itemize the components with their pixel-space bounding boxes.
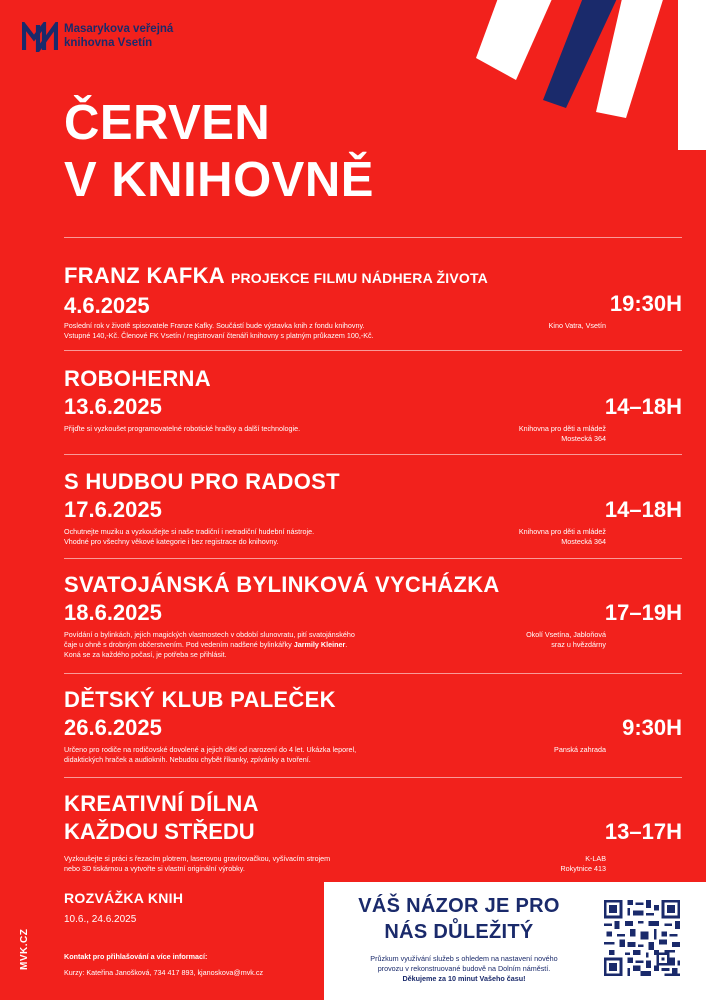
- contact-heading: Kontakt pro přihlašování a více informací:: [64, 952, 208, 961]
- event-time: 9:30H: [622, 715, 682, 740]
- page-title-line2: V KNIHOVNĚ: [64, 153, 374, 207]
- divider: [64, 350, 682, 351]
- event-description-line: Poslední rok v životě spisovatele Franze Kafky. Součástí bude výstavka knih z fondu knihovny.: [64, 321, 365, 330]
- library-logo: [22, 22, 173, 52]
- event-bylinkova-vychazka: [64, 571, 682, 661]
- event-description-line: Koná se za každého počasí, je potřeba se přihlásit.: [64, 650, 227, 659]
- library-name-line1: Masarykova veřejná: [64, 23, 174, 35]
- event-date: KAŽDOU STŘEDU: [64, 819, 255, 844]
- survey-heading-line: VÁŠ NÁZOR JE PRO: [358, 895, 560, 917]
- event-place: [549, 321, 606, 331]
- event-description-line: Vhodné pro všechny věkové kategorie i bez registrace do knihovny.: [64, 537, 279, 546]
- event-title: KREATIVNÍ DÍLNA: [64, 791, 259, 816]
- page-title: [64, 95, 374, 209]
- event-date: 26.6.2025: [64, 715, 162, 740]
- event-description: [64, 630, 464, 660]
- event-date: 4.6.2025: [64, 293, 150, 318]
- survey-heading: [324, 893, 594, 945]
- event-description-line: Ochutnejte muziku a vyzkoušejte si naše tradiční i netradiční hudební nástroje.: [64, 527, 315, 536]
- event-place-line: Knihovna pro děti a mládež: [518, 424, 606, 433]
- survey-text-line: Průzkum využívání služeb s ohledem na nastavení nového: [370, 954, 558, 963]
- event-place: [519, 424, 606, 444]
- event-description-line: didaktických hraček a audioknih. Nebudou chybět říkanky, zpívánky a tvoření.: [64, 755, 311, 764]
- divider: [64, 777, 682, 778]
- event-description-line: [64, 640, 464, 650]
- library-name-line2: knihovna Vsetín: [64, 37, 153, 49]
- page-title-line1: ČERVEN: [64, 96, 271, 150]
- event-description: [64, 321, 464, 341]
- divider: [64, 454, 682, 455]
- event-place-line: Panská zahrada: [554, 745, 606, 754]
- event-time: 14–18H: [604, 394, 682, 419]
- event-title: SVATOJÁNSKÁ BYLINKOVÁ VYCHÁZKA: [64, 572, 500, 597]
- survey-text-line: [334, 974, 594, 984]
- event-description-line: Určeno pro rodiče na rodičovské dovolené a jejich dětí od narození do 4 let. Ukázka leporel,: [64, 745, 357, 754]
- event-title: S HUDBOU PRO RADOST: [64, 469, 340, 494]
- event-description-text: .: [345, 640, 348, 649]
- library-logo-icon: [22, 22, 58, 52]
- event-description: [64, 527, 464, 547]
- survey-thanks: Děkujeme za 10 minut Vašeho času!: [402, 974, 526, 983]
- book-delivery-dates: 10.6., 24.6.2025: [64, 914, 137, 925]
- event-place: [519, 527, 606, 547]
- event-place: [560, 854, 606, 874]
- divider: [64, 237, 682, 238]
- website-url[interactable]: MVK.CZ: [19, 928, 30, 970]
- event-klub-palecek: [64, 686, 682, 766]
- event-place: [554, 745, 606, 755]
- decorative-stripes: [456, 0, 706, 160]
- event-place-line: Mostecká 364: [561, 537, 606, 546]
- event-description-line: Vyzkoušejte si práci s řezacím plotrem, laserovou gravírovačkou, vyšívacím strojem: [64, 854, 331, 863]
- book-delivery: [64, 890, 183, 925]
- event-description: [64, 745, 464, 765]
- survey-heading-line: NÁS DŮLEŽITÝ: [384, 921, 534, 943]
- survey-text-line: provozu v rekonstruované budově na Dolním náměstí.: [377, 964, 551, 973]
- event-kreativni-dilna: [64, 790, 682, 880]
- survey-box[interactable]: [324, 882, 706, 1000]
- event-title: [64, 262, 682, 292]
- survey-text: [334, 954, 594, 984]
- event-place-line: Okolí Vsetína, Jabloňová: [526, 630, 606, 639]
- event-date: 13.6.2025: [64, 394, 162, 419]
- event-guide-name: Jarmily Kleiner: [293, 640, 346, 649]
- event-place: [526, 630, 606, 650]
- event-description-line: Povídání o bylinkách, jejich magických vlastnostech v období slunovratu, pití svatojánského: [64, 630, 355, 639]
- event-date: 18.6.2025: [64, 600, 162, 625]
- event-description-line: nebo 3D tiskárnou a vytvořte si vlastní originální výrobky.: [64, 864, 245, 873]
- qr-code-icon[interactable]: [604, 900, 680, 976]
- book-delivery-title: ROZVÁŽKA KNIH: [64, 890, 184, 906]
- event-roboherna: [64, 365, 682, 445]
- contact-line: Kurzy: Kateřina Janošková, 734 417 893, kjanoskova@mvk.cz: [64, 968, 264, 977]
- event-place-line: sraz u hvězdárny: [551, 640, 606, 649]
- event-title: DĚTSKÝ KLUB PALEČEK: [64, 687, 336, 712]
- divider: [64, 673, 682, 674]
- event-time: 19:30H: [609, 291, 682, 316]
- event-title-text: FRANZ KAFKA: [64, 263, 225, 288]
- event-place-line: Rokytnice 413: [560, 864, 606, 873]
- event-time: 17–19H: [604, 600, 682, 625]
- event-description-text: čaje u ohně s drobným občerstvením. Pod vedením nadšené bylinkářky: [64, 640, 294, 649]
- event-description: [64, 854, 464, 874]
- event-description-line: Přijďte si vyzkoušet programovatelné robotické hračky a další technologie.: [64, 424, 301, 433]
- event-place-line: Mostecká 364: [561, 434, 606, 443]
- event-place-line: Knihovna pro děti a mládež: [518, 527, 606, 536]
- divider: [64, 558, 682, 559]
- event-description-line: Vstupné 140,-Kč. Členové FK Vsetín / registrovaní čtenáři knihovny s platným průkazem 100,-Kč.: [64, 331, 374, 340]
- event-place-line: Kino Vatra, Vsetín: [548, 321, 606, 330]
- event-place-line: K-LAB: [585, 854, 606, 863]
- event-time: 13–17H: [604, 819, 682, 844]
- event-description: [64, 424, 464, 434]
- event-title: ROBOHERNA: [64, 366, 211, 391]
- event-date: 17.6.2025: [64, 497, 162, 522]
- event-subtitle: PROJEKCE FILMU NÁDHERA ŽIVOTA: [230, 270, 488, 286]
- event-s-hudbou: [64, 468, 682, 548]
- event-franz-kafka: [64, 262, 682, 342]
- event-time: 14–18H: [604, 497, 682, 522]
- library-name: [64, 22, 173, 50]
